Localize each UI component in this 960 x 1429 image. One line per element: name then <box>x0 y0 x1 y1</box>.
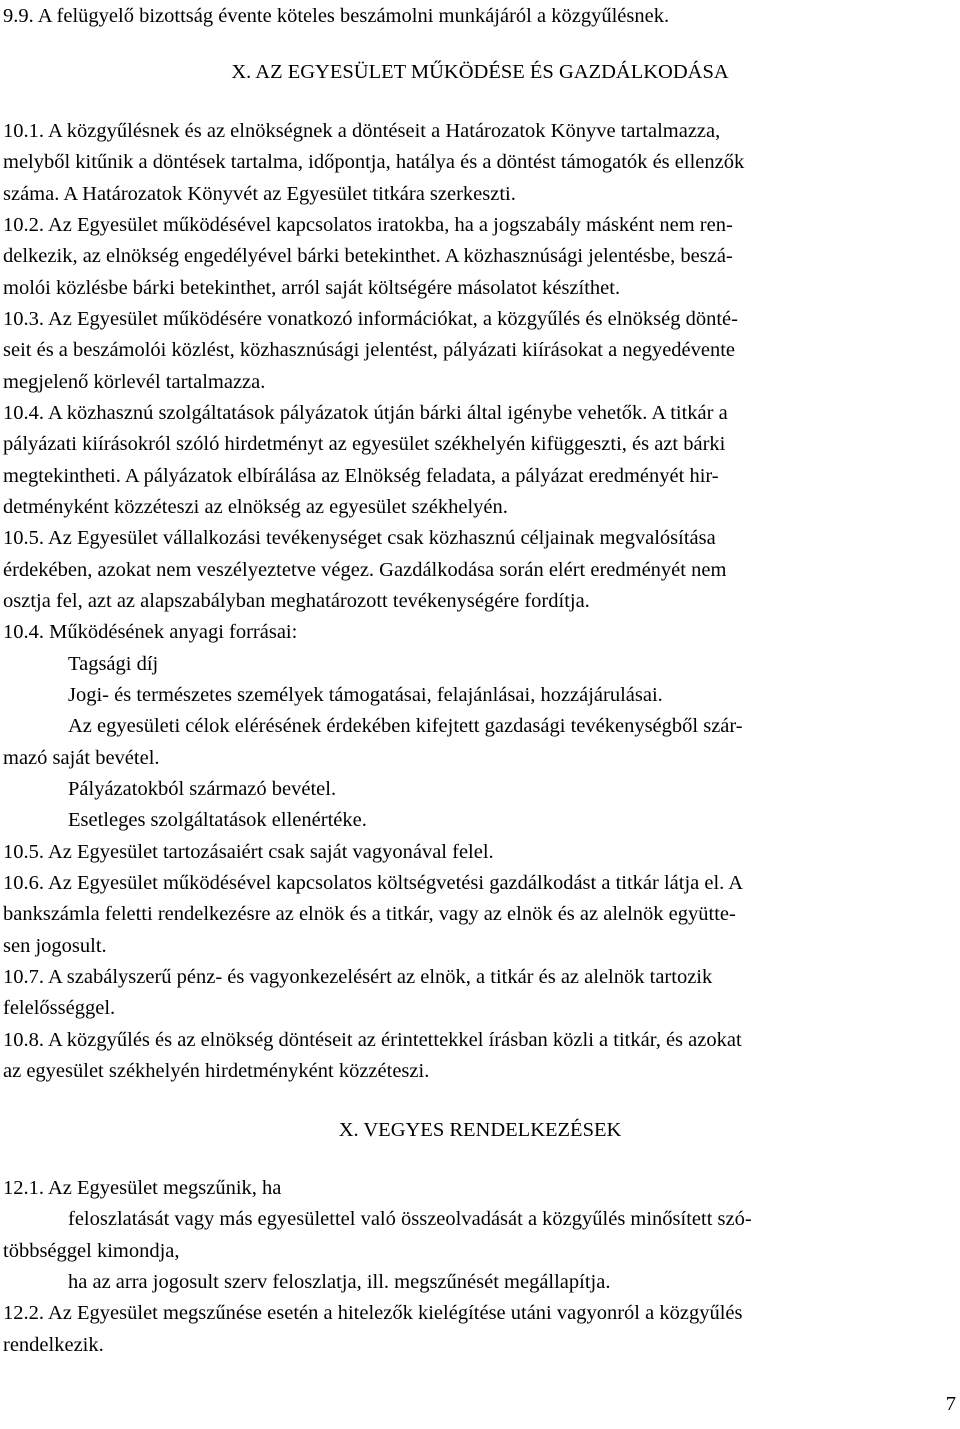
text-line: molói közlésbe bárki betekinthet, arról saját költségére másolatot készíthet. <box>3 277 621 299</box>
text-line: 12.2. Az Egyesület megszűnése esetén a hitelezők kielégítése utáni vagyonról a közgyűlés <box>3 1302 743 1324</box>
text-line: megjelenő körlevél tartalmazza. <box>3 371 266 393</box>
text-line: 10.7. A szabályszerű pénz- és vagyonkezelésért az elnök, a titkár és az alelnök tartozik <box>3 966 713 988</box>
text-line: 10.4. A közhasznú szolgáltatások pályázatok útján bárki által igénybe vehetők. A titkár a <box>3 402 728 424</box>
text-line: 10.5. Az Egyesület vállalkozási tevékenységet csak közhasznú céljainak megvalósítása <box>3 527 716 549</box>
text-line: rendelkezik. <box>3 1334 104 1356</box>
text-line: 10.5. Az Egyesület tartozásaiért csak saját vagyonával felel. <box>3 841 494 863</box>
text-line: sen jogosult. <box>3 935 107 957</box>
text-line: többséggel kimondja, <box>3 1240 180 1262</box>
text-line: 10.1. A közgyűlésnek és az elnökségnek a döntéseit a Határozatok Könyve tartalmazza, <box>3 120 721 142</box>
page-number: 7 <box>945 1393 956 1415</box>
list-item: feloszlatását vagy más egyesülettel való összeolvadását a közgyűlés minősített szó- <box>68 1208 752 1230</box>
text-line: melyből kitűnik a döntések tartalma, időpontja, hatálya és a döntést támogatók és ellenzők <box>3 151 745 173</box>
text-line: mazó saját bevétel. <box>3 747 160 769</box>
text-line: száma. A Határozatok Könyvét az Egyesület titkára szerkeszti. <box>3 183 516 205</box>
text-line: 12.1. Az Egyesület megszűnik, ha <box>3 1177 282 1199</box>
list-item: Az egyesületi célok elérésének érdekében kifejtett gazdasági tevékenységből szár- <box>68 715 743 737</box>
text-line: 10.8. A közgyűlés és az elnökség döntéseit az érintettekkel írásban közli a titkár, és azokat <box>3 1029 742 1051</box>
text-line: megtekintheti. A pályázatok elbírálása az Elnökség feladata, a pályázat eredményét hir- <box>3 465 719 487</box>
text-line: pályázati kiírásokról szóló hirdetményt az egyesület székhelyén kifüggeszti, és azt bárki <box>3 433 726 455</box>
text-line: 10.4. Működésének anyagi forrásai: <box>3 621 298 643</box>
text-line: delkezik, az elnökség engedélyével bárki betekinthet. A közhasznúsági jelentésbe, beszá- <box>3 245 733 267</box>
text-line: detményként közzéteszi az elnökség az egyesület székhelyén. <box>3 496 508 518</box>
text-line: 10.3. Az Egyesület működésére vonatkozó információkat, a közgyűlés és elnökség dönté- <box>3 308 738 330</box>
text-line: érdekében, azokat nem veszélyeztetve végez. Gazdálkodása során elért eredményét nem <box>3 559 727 581</box>
text-line: 10.2. Az Egyesület működésével kapcsolatos iratokba, ha a jogszabály másként nem ren- <box>3 214 733 236</box>
list-item: Pályázatokból származó bevétel. <box>68 778 337 800</box>
list-item: Tagsági díj <box>68 653 159 675</box>
list-item: ha az arra jogosult szerv feloszlatja, ill. megszűnését megállapítja. <box>68 1271 611 1293</box>
text-line: 10.6. Az Egyesület működésével kapcsolatos költségvetési gazdálkodást a titkár látja el. A <box>3 872 744 894</box>
text-line: bankszámla feletti rendelkezésre az elnök és a titkár, vagy az elnök és az alelnök együtte- <box>3 903 736 925</box>
section-heading: X. AZ EGYESÜLET MŰKÖDÉSE ÉS GAZDÁLKODÁSA <box>231 61 729 83</box>
text-line: felelősséggel. <box>3 997 116 1019</box>
text-line: osztja fel, azt az alapszabályban meghatározott tevékenységére fordítja. <box>3 590 590 612</box>
section-heading: X. VEGYES RENDELKEZÉSEK <box>338 1119 622 1141</box>
text-line: 9.9. A felügyelő bizottság évente köteles beszámolni munkájáról a közgyűlésnek. <box>3 5 670 27</box>
text-line: az egyesület székhelyén hirdetményként közzéteszi. <box>3 1060 430 1082</box>
list-item: Jogi- és természetes személyek támogatásai, felajánlásai, hozzájárulásai. <box>68 684 663 706</box>
text-line: seit és a beszámolói közlést, közhasznúsági jelentést, pályázati kiírásokat a negyedévente <box>3 339 736 361</box>
list-item: Esetleges szolgáltatások ellenértéke. <box>68 809 367 831</box>
